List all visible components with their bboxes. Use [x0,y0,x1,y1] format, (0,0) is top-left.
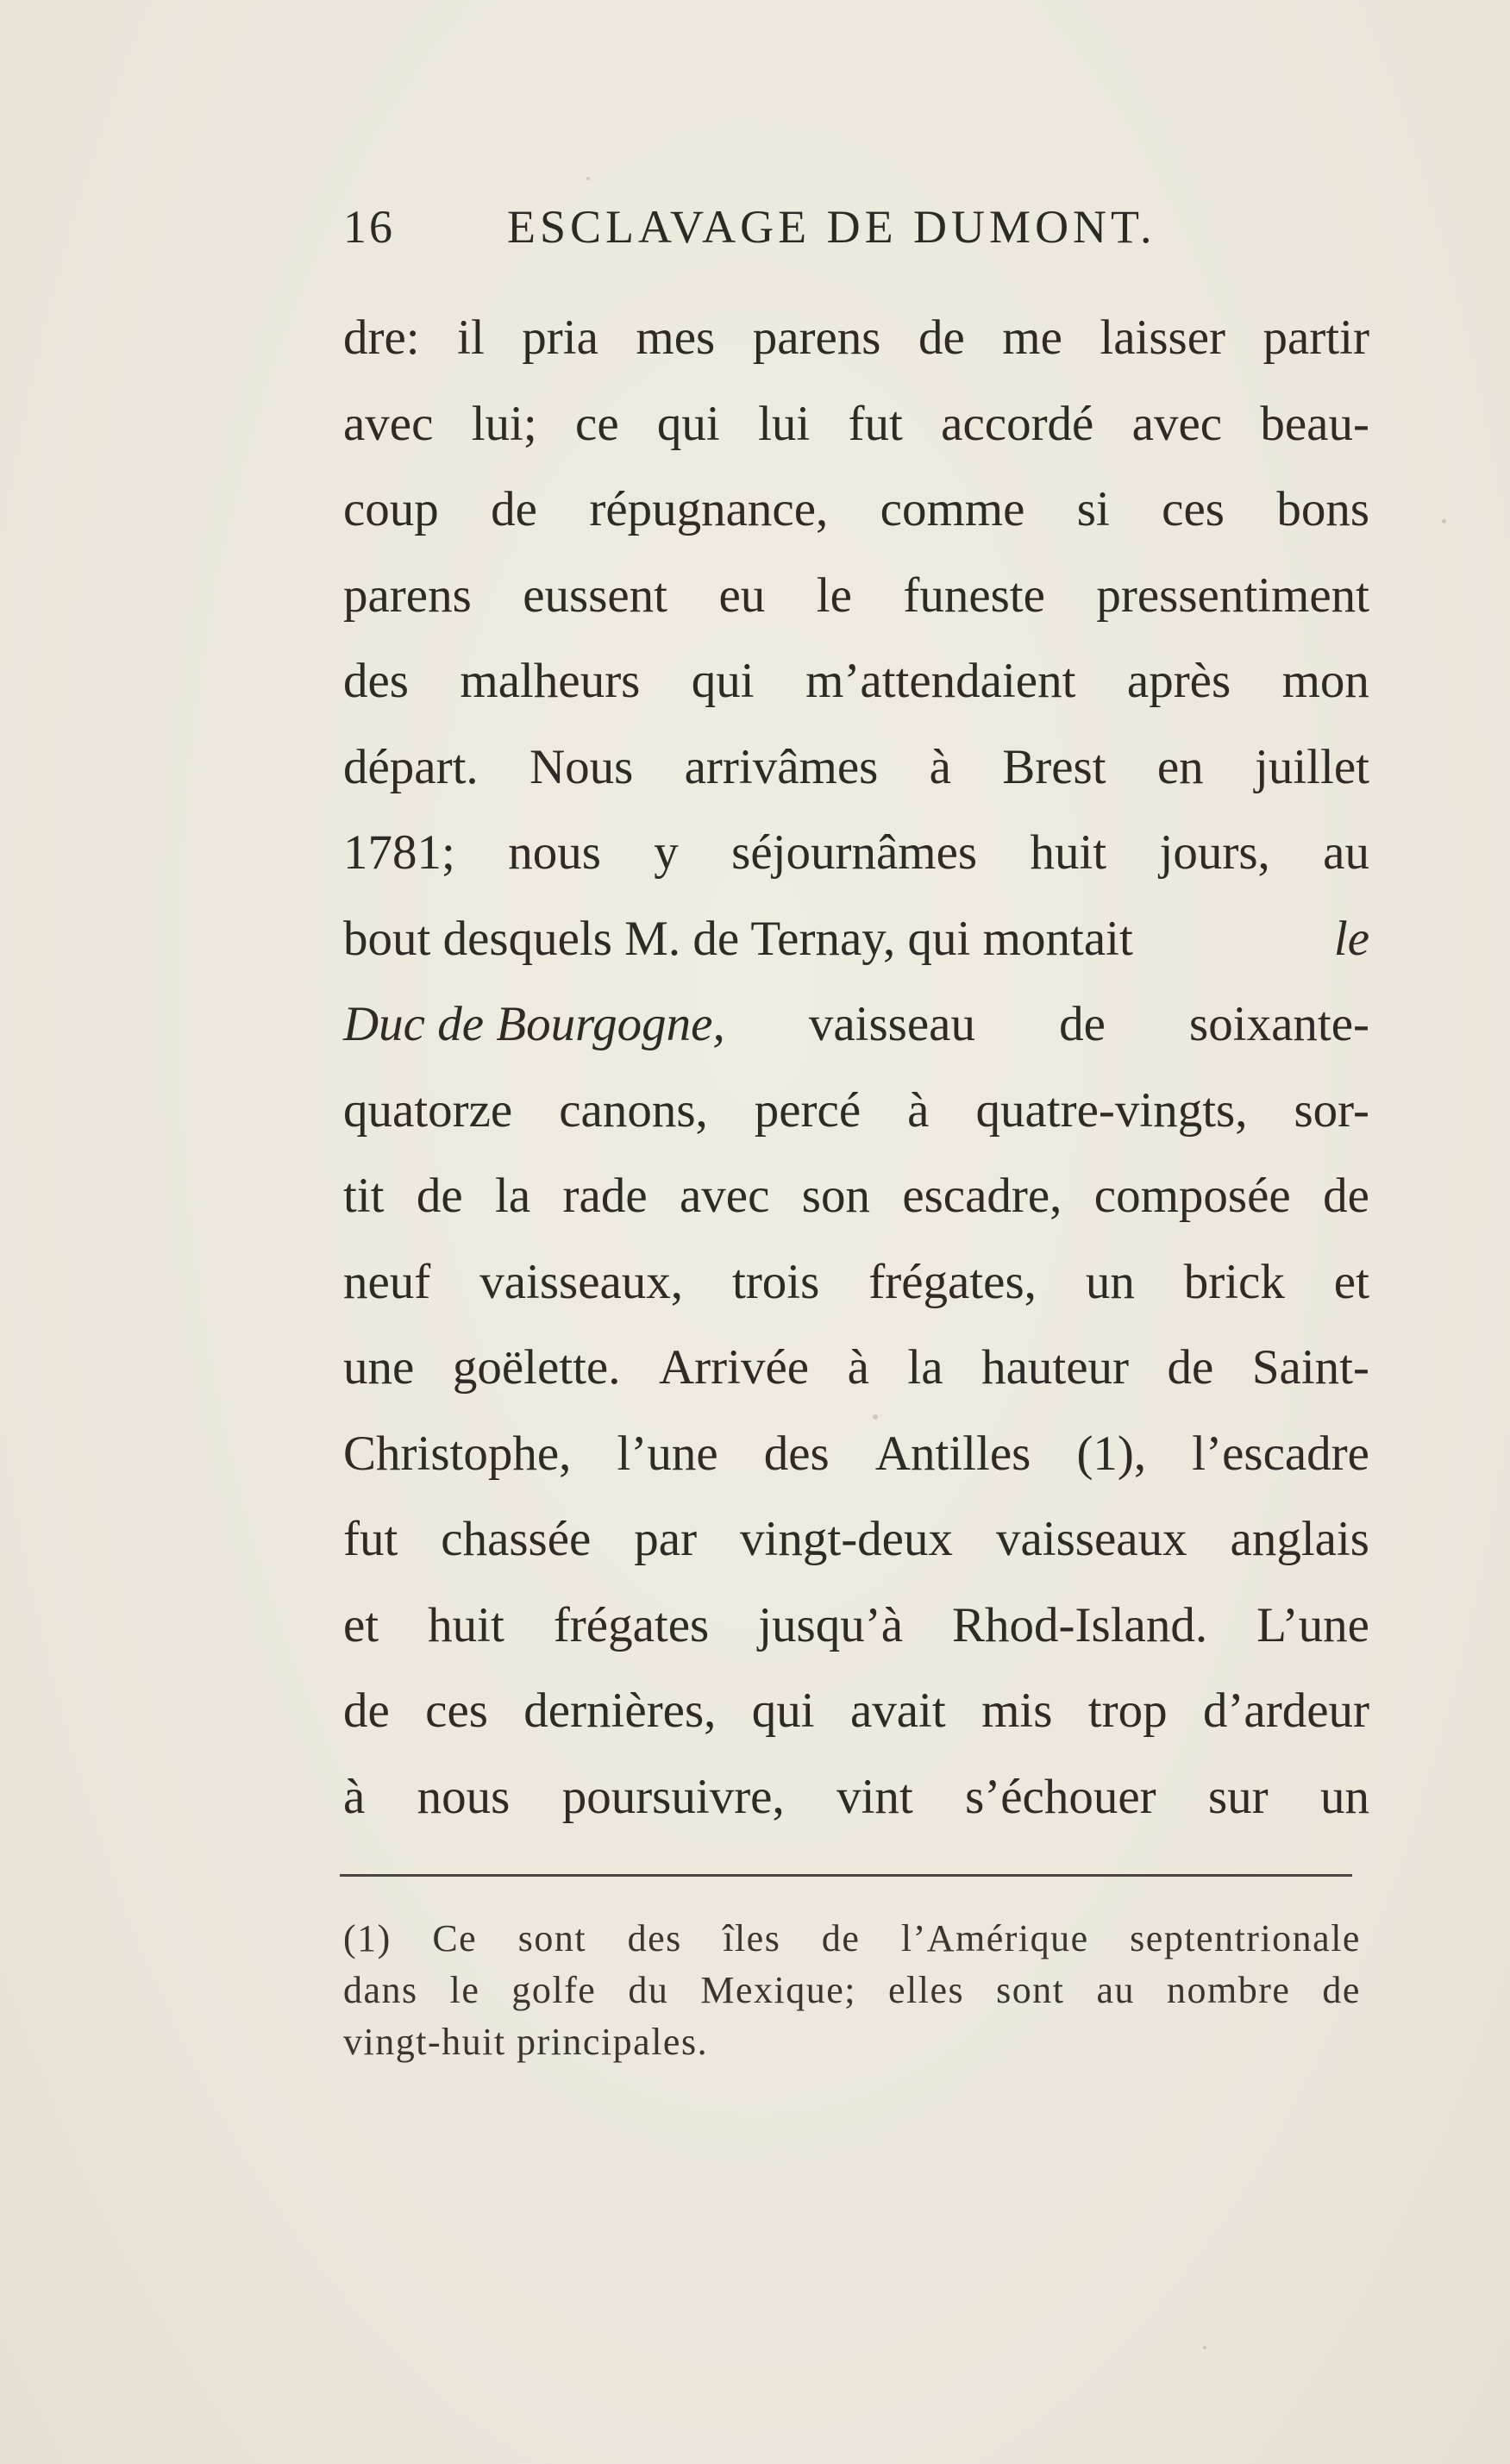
body-line [343,467,1369,553]
word: au [1323,825,1369,880]
word: lui [758,396,811,451]
word: parens [752,310,881,365]
word: vingt-deux [740,1512,953,1566]
word: funeste [903,567,1045,623]
word: Nous [529,739,634,794]
word: la [907,1340,943,1395]
word: nombre [1167,1969,1291,2011]
word: elles [887,1969,965,2011]
word: anglais [1230,1512,1369,1566]
word: sur [1207,1769,1269,1824]
body-line [343,724,1369,811]
body-line [343,1411,1369,1497]
word: quatre-vingts, [975,1082,1248,1138]
word: l’une [617,1426,718,1481]
word: un [1320,1769,1369,1824]
word: de [343,1683,390,1738]
word: et [343,1597,379,1652]
body-line [343,295,1369,381]
word: avec [1131,396,1223,451]
word: golfe [511,1969,597,2011]
body-line [343,1068,1369,1154]
word: escadre, [902,1169,1062,1223]
word: fut [848,396,903,451]
word: huit [428,1597,504,1652]
word: vaisseaux [995,1512,1187,1566]
word: son [801,1169,870,1223]
word: de [821,1917,861,1959]
word: trois [731,1254,820,1309]
word: m’attendaient [805,654,1076,708]
word: Mexique; [700,1969,856,2011]
word: de [1322,1969,1361,2011]
body-line-text: bout desquels M. de Ternay, qui montait [343,911,1133,966]
word: Saint- [1251,1340,1369,1395]
word: composée [1093,1169,1291,1223]
word: eu [718,567,766,623]
word: Arrivée [659,1340,810,1395]
word: mon [1281,654,1369,708]
body-text [343,295,1369,1840]
word: à [929,739,951,794]
word: qui [691,654,755,708]
word: parens [343,567,472,623]
word: à [907,1082,930,1138]
word: s’échouer [965,1769,1156,1824]
word: pria [522,310,598,365]
word: séjournâmes [731,825,978,880]
word: partir [1263,310,1369,365]
word: mes [636,310,716,365]
word: avec [680,1169,770,1223]
footnote-line [343,1965,1361,2016]
word: pressentiment [1096,567,1369,623]
paper-speck [873,1414,878,1420]
word: vaisseaux, [479,1254,684,1309]
word: goëlette. [452,1340,621,1395]
word: Antilles [874,1426,1031,1481]
word: en [1156,739,1204,794]
word: bons [1276,482,1369,536]
word: l’Amérique [900,1917,1089,1959]
body-line [343,638,1369,724]
word: dre: [343,310,420,365]
word: percé [754,1082,862,1138]
word: d’ardeur [1202,1683,1369,1738]
word: et [1333,1254,1369,1309]
word: répugnance, [589,482,829,536]
word: soixante- [1189,997,1369,1051]
body-line [343,1754,1369,1840]
word: frégates [553,1597,710,1652]
word: vaisseau [808,997,975,1051]
word: des [343,654,409,708]
word: canons, [559,1082,708,1138]
word: malheurs [460,654,641,708]
body-line [343,553,1369,639]
word: de [1167,1340,1214,1395]
word: eussent [523,567,668,623]
ship-name-italic: Duc de Bourgogne, [343,997,725,1051]
footnote-line [343,1913,1361,1965]
word: trop [1087,1683,1168,1738]
word: le [449,1969,480,2011]
word: du [628,1969,669,2011]
word: par [634,1512,698,1566]
word: tit [343,1169,385,1223]
word: il [457,310,485,365]
word: à [847,1340,869,1395]
word: sont [517,1917,587,1959]
word: ce [575,396,619,451]
word: ces [425,1683,488,1738]
footnote-rule [340,1874,1352,1877]
paper-speck [1203,2346,1206,2349]
word: comme [880,482,1025,536]
word: l’escadre [1192,1426,1369,1481]
word: vint [836,1769,913,1824]
word: après [1126,654,1231,708]
body-line [343,810,1369,896]
body-line [343,1153,1369,1239]
word: Ce [432,1917,478,1959]
word: des [763,1426,830,1481]
word: dans [343,1969,418,2011]
footnote-line: vingt-huit principales. [343,2021,709,2063]
paper-speck [1442,519,1446,524]
word: qui [656,396,720,451]
word: rade [562,1169,648,1223]
word: si [1076,482,1110,536]
word: jours, [1159,825,1270,880]
word: hauteur [981,1340,1129,1395]
word: avec [343,396,434,451]
italic-article: le [1333,911,1369,966]
word: poursuivre, [561,1769,785,1824]
word: quatorze [343,1082,513,1138]
page-number: 16 [343,201,395,253]
footnote [343,1913,1361,2068]
word: sor- [1294,1082,1369,1138]
word: ces [1162,482,1225,536]
word: juillet [1254,739,1369,794]
word: des [627,1917,682,1959]
word: avait [849,1683,946,1738]
word: Brest [1002,739,1106,794]
word: coup [343,482,439,536]
word: départ. [343,739,479,794]
body-line [343,1496,1369,1583]
word: 1781; [343,825,455,880]
word: accordé [941,396,1094,451]
word: dernières, [523,1683,717,1738]
word: Christophe, [343,1426,572,1481]
word: au [1096,1969,1135,2011]
body-line [343,1668,1369,1754]
body-line [343,1325,1369,1411]
word: brick [1183,1254,1285,1309]
word: neuf [343,1254,431,1309]
word: me [1002,310,1062,365]
word: septentrionale [1130,1917,1361,1959]
word: un [1085,1254,1135,1309]
word: sont [996,1969,1065,2011]
word: de [918,310,965,365]
word: à [343,1769,366,1824]
word: fut [343,1512,398,1566]
word: arrivâmes [684,739,879,794]
word: de [491,482,537,536]
body-line-with-ship-name [343,981,1369,1068]
word: y [654,825,679,880]
body-line [343,1583,1369,1669]
word: la [495,1169,531,1223]
word: une [343,1340,415,1395]
word: nous [508,825,601,880]
body-line-with-italic [343,896,1369,982]
word: îles [723,1917,781,1959]
page-header [343,200,1369,269]
word: L’une [1256,1597,1369,1652]
word: chassée [441,1512,592,1566]
word: laisser [1100,310,1225,365]
body-line [343,381,1369,467]
word: huit [1030,825,1107,880]
word: nous [417,1769,511,1824]
word: lui; [471,396,537,451]
word: qui [751,1683,815,1738]
word: (1) [343,1917,392,1959]
word: mis [981,1683,1053,1738]
word: Rhod-Island. [952,1597,1208,1652]
word: (1), [1076,1426,1147,1481]
paper-speck [586,177,590,180]
running-title: ESCLAVAGE DE DUMONT. [507,201,1156,253]
word: le [816,567,852,623]
body-line [343,1239,1369,1326]
word: de [416,1169,463,1223]
word: de [1323,1169,1369,1223]
word: frégates, [868,1254,1037,1309]
word: beau- [1260,396,1369,451]
word: jusqu’à [758,1597,904,1652]
word: de [1059,997,1106,1051]
